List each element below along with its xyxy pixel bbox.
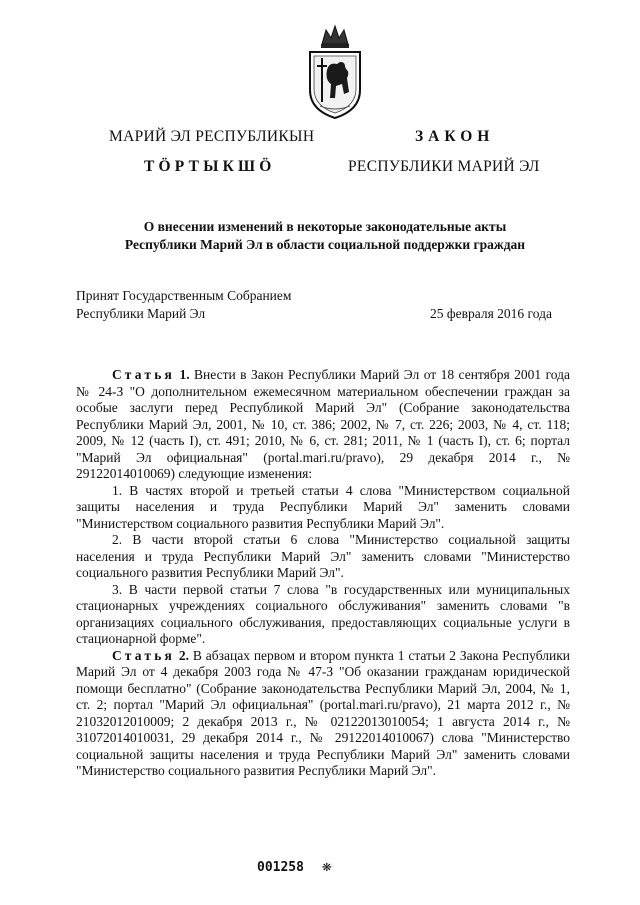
serial-number: 001258 bbox=[257, 860, 304, 875]
article-2-text: В абзацах первом и втором пункта 1 статьи 2 Закона Республики Марий Эл от 4 декабря 2003 года № 47-З "Об оказании гражданам юридической помощи бесплатно" (Собрание законодательства Республики Марий Эл, 2004, № 1, ст. 2; портал "Марий Эл официальная" (portal.mari.ru/pravo), 21 марта 2012 г., № 21032012010009; 2 декабря 2013 г., № 02122013010054; 1 августа 2014 г., № 31072014010031, 29 декабря 2014 г., № 29122014010067) слова "Министерство социальной защиты населения и труда Республики Марий Эл" заменить словами "Министерство социального развития Республики Марий Эл". bbox=[76, 647, 571, 778]
article-1-text: Внести в Закон Республики Марий Эл от 18 сентября 2001 года № 24-З "О дополнительном ежемесячном материальном обеспечении граждан за особые заслуги перед Республикой Марий Эл" (Собрание законодательства Республики Марий Эл, 2001, № 10, ст. 386; 2002, № 7, ст. 226; 2003, № 4, ст. 118; 2009, № 12 (часть I), ст. 491; 2010, № 6, ст. 281; 2011, № 1 (часть I), ст. 6; портал "Марий Эл официальная" (portal.mari.ru/pravo), 29 декабря 2014 г., № 29122014010069) следующие изменения: bbox=[76, 367, 570, 481]
article-2-number: 2. bbox=[178, 647, 190, 663]
header-mari-line2: ТӦРТЫКШӦ bbox=[144, 158, 276, 175]
document-title-line1: О внесении изменений в некоторые законодательные акты bbox=[143, 219, 507, 234]
adopted-by-line2: Республики Марий Эл bbox=[76, 306, 206, 321]
adoption-date: 25 февраля 2016 года bbox=[430, 306, 552, 321]
article-1-item-3: 3. В части первой статьи 7 слова "в государственных или муниципальных стационарных учреждениях социального обслуживания" заменить словами "в организациях социального обслуживания, предоставляющих социальные услуги в стационарной форме". bbox=[76, 581, 570, 646]
article-1-paragraph bbox=[76, 367, 570, 483]
document-serial bbox=[257, 856, 332, 875]
law-body bbox=[76, 367, 570, 780]
article-2-word: Статья bbox=[112, 647, 176, 663]
article-1-word: Статья bbox=[112, 367, 176, 382]
header-mari-line1: МАРИЙ ЭЛ РЕСПУБЛИКЫН bbox=[109, 128, 315, 145]
header-republic-name: РЕСПУБЛИКИ МАРИЙ ЭЛ bbox=[348, 158, 540, 175]
article-1-item-1: 1. В частях второй и третьей статьи 4 слова "Министерством социальной защиты населения и труда Республики Марий Эл" заменить словами "Министерством социального развития Республики Марий Эл". bbox=[76, 482, 570, 531]
asterisk-mark-icon: ❋ bbox=[321, 856, 332, 875]
article-2-paragraph bbox=[76, 648, 570, 780]
coat-of-arms-icon bbox=[300, 22, 370, 122]
document-title-line2: Республики Марий Эл в области социальной поддержки граждан bbox=[124, 237, 526, 252]
adopted-by-line1: Принят Государственным Собранием bbox=[76, 288, 292, 303]
article-1-item-2: 2. В части второй статьи 6 слова "Министерство социальной защиты населения и труда Республики Марий Эл" заменить словами "Министерство социального развития Республики Марий Эл". bbox=[76, 532, 570, 580]
article-1-number: 1. bbox=[179, 367, 190, 382]
header-law-label: ЗАКОН bbox=[415, 128, 495, 145]
